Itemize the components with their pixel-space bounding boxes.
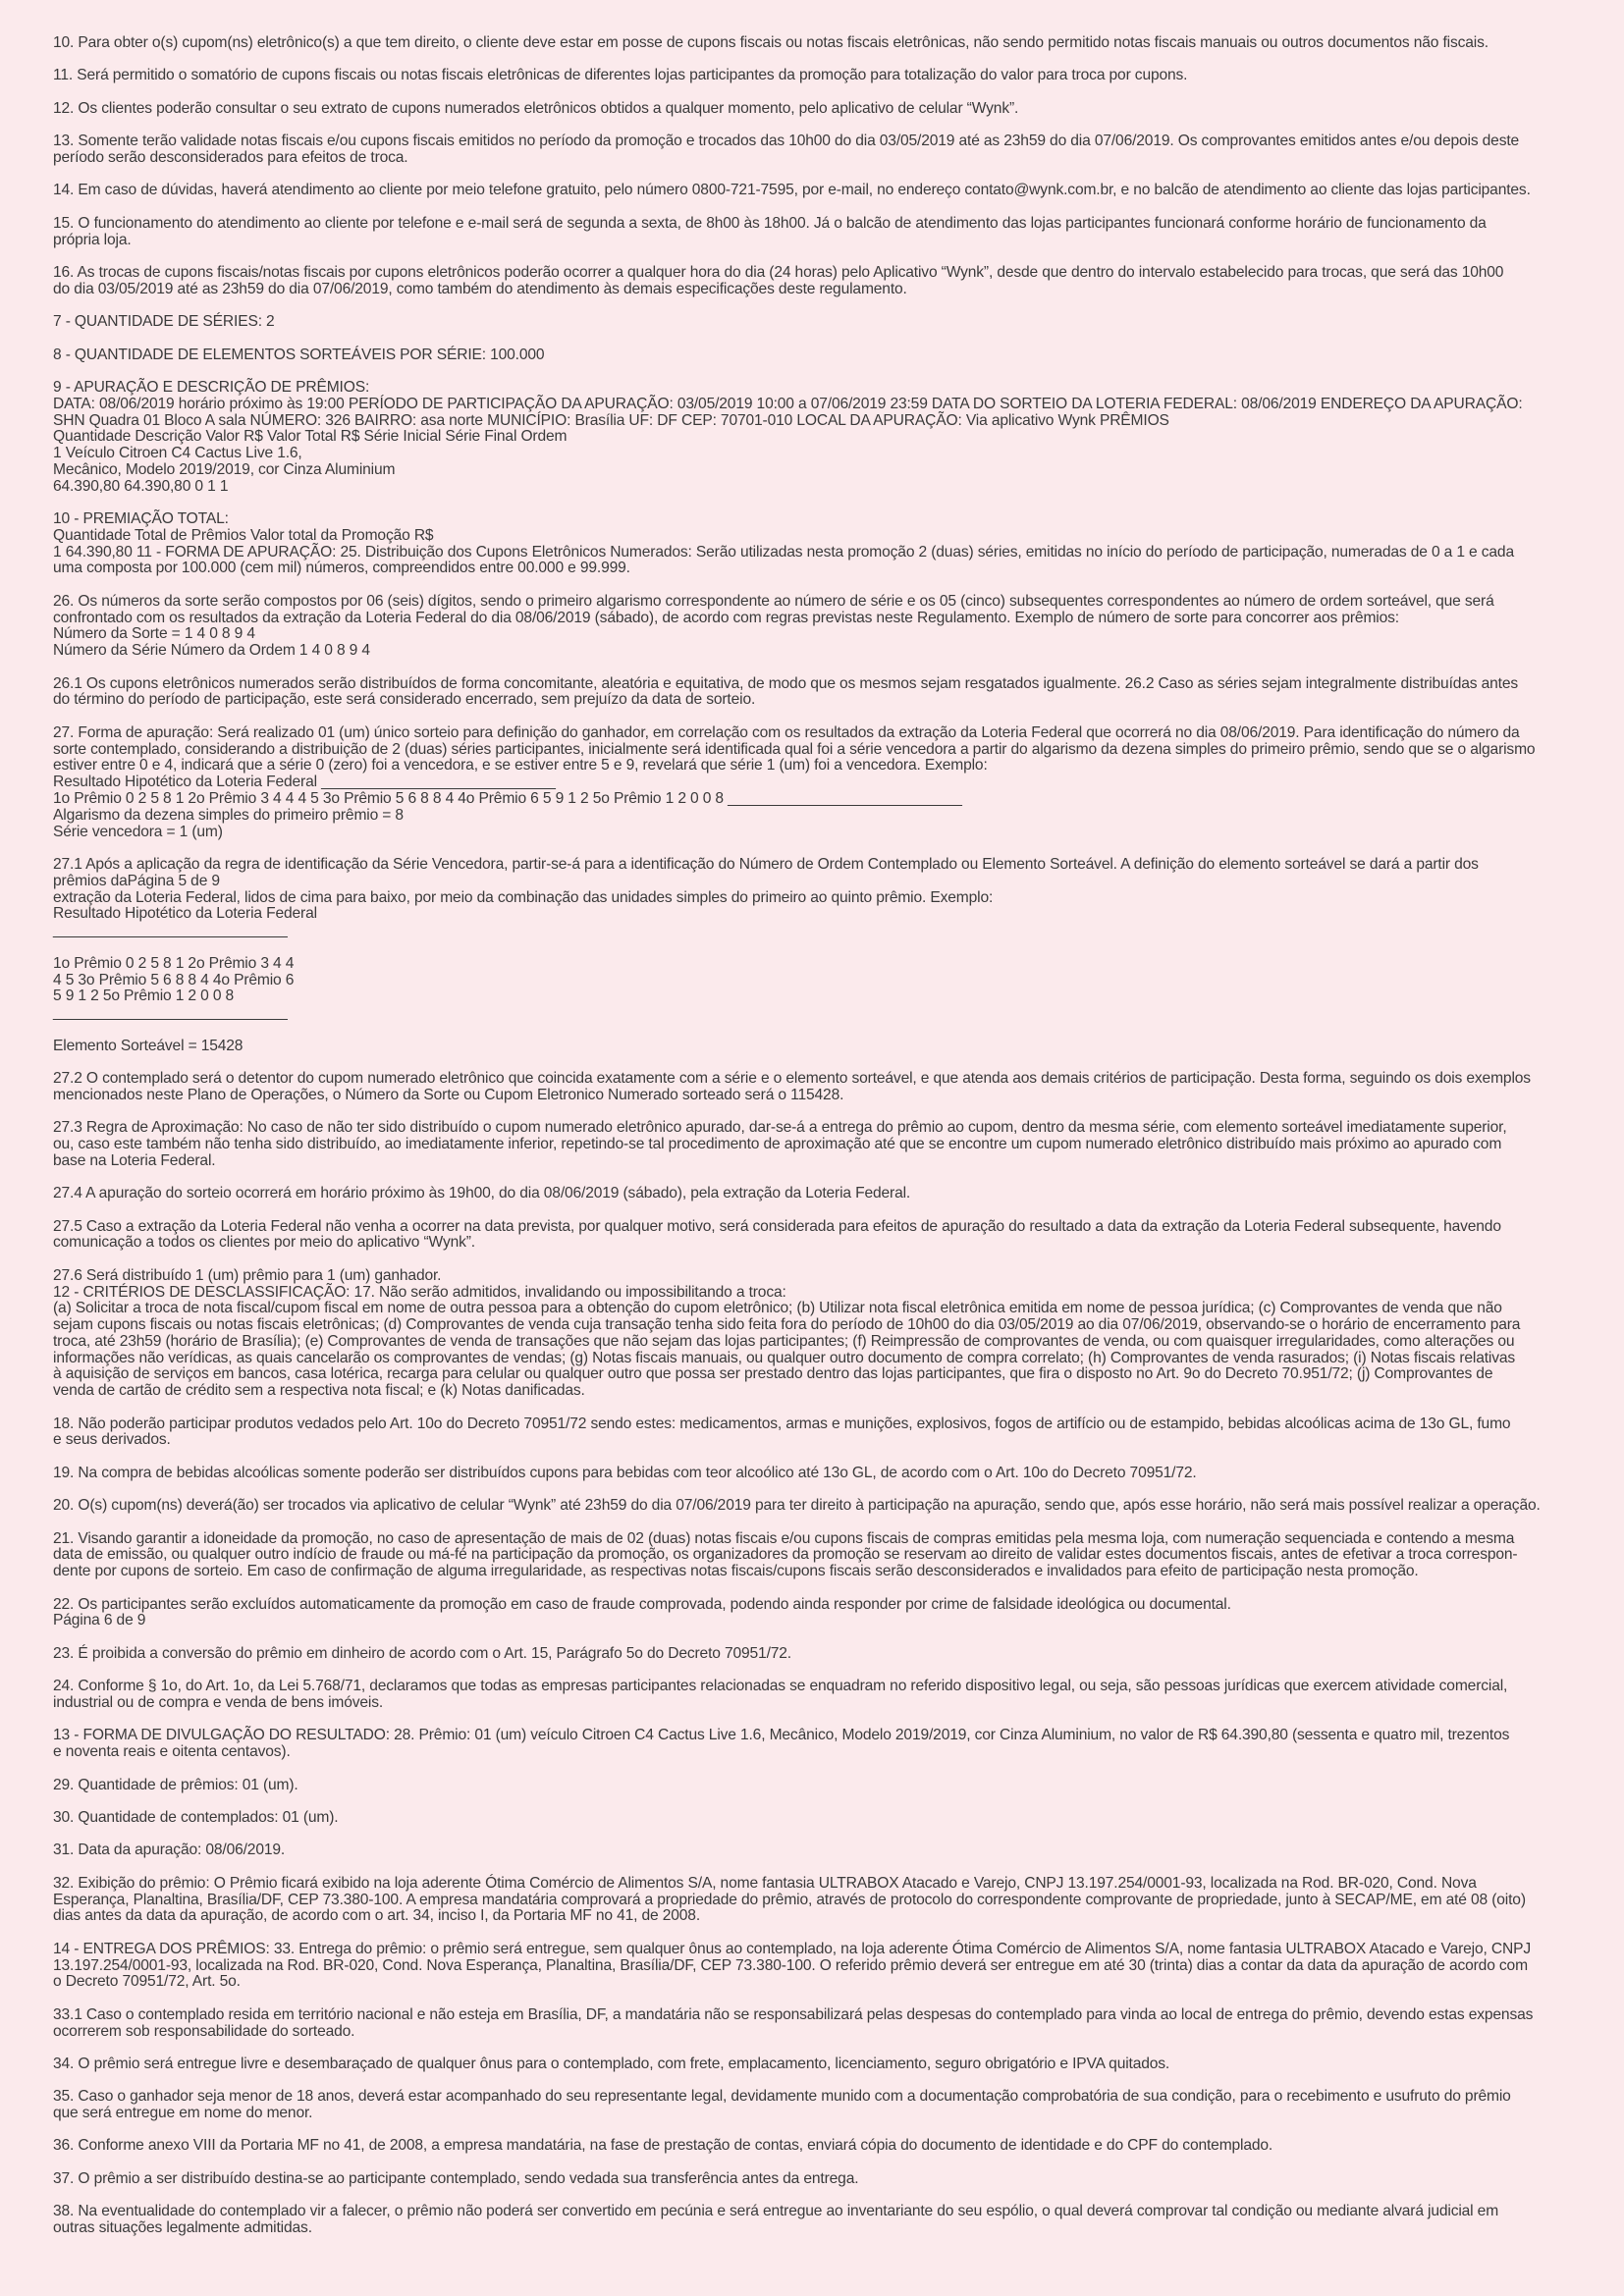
paragraph xyxy=(53,1268,1595,1400)
text-line: o Decreto 70951/72, Art. 5o. xyxy=(53,1973,241,1991)
text-line: informações não verídicas, as quais cancelarão os comprovantes de vendas; (g) Notas fiscais manuais, ou qualquer outro documento de compra correlato; (h) Comprovantes de venda rasurados; (i) Notas fiscais relativas xyxy=(53,1349,1516,1366)
paragraph xyxy=(53,1120,1595,1169)
text-line: Resultado Hipotético da Loteria Federal ____________________________ xyxy=(53,774,556,791)
text-line: ocorrerem sob responsabilidade do sorteado. xyxy=(53,2022,355,2040)
text-line: SHN Quadra 01 Bloco A sala NÚMERO: 326 BAIRRO: asa norte MUNICÍPIO: Brasília UF: DF CEP: 70701-010 LOCAL DA APURAÇÃO: Via aplicativo Wynk PRÊMIOS xyxy=(53,411,1169,429)
paragraph xyxy=(53,2056,1595,2073)
text-line: (a) Solicitar a troca de nota fiscal/cupom fiscal em nome de outra pessoa para a obtenção do cupom eletrônico; (b) Utilizar nota fiscal eletrônica emitida em nome de pessoa jurídica; (c) Comprovantes de venda que não xyxy=(53,1300,1502,1317)
text-line xyxy=(53,939,1595,956)
paragraph xyxy=(53,216,1595,249)
text-line: base na Loteria Federal. xyxy=(53,1151,216,1169)
text-line: Página 6 de 9 xyxy=(53,1612,146,1629)
text-line: 36. Conforme anexo VIII da Portaria MF no 41, de 2008, a empresa mandatária, na fase de prestação de contas, enviará cópia do documento de identidade e do CPF do contemplado. xyxy=(53,2137,1273,2155)
text-line: 30. Quantidade de contemplados: 01 (um). xyxy=(53,1808,339,1826)
paragraph xyxy=(53,2138,1595,2155)
text-line: período serão desconsiderados para efeitos de troca. xyxy=(53,148,408,166)
text-line: e seus derivados. xyxy=(53,1431,171,1449)
paragraph xyxy=(53,511,1595,577)
text-line: comunicação a todos os clientes por meio do aplicativo “Wynk”. xyxy=(53,1234,475,1252)
paragraph xyxy=(53,676,1595,710)
text-line: 27. Forma de apuração: Será realizado 01 (um) único sorteio para definição do ganhador, em correlação com os resultados da extração da Loteria Federal que ocorrerá no dia 08/06/2019. Para identificação do número da xyxy=(53,723,1520,741)
text-line: ou, caso este também não tenha sido distribuído, ao imediatamente inferior, repetindo-se tal procedimento de aproximação até que se encontre um cupom numerado eletrônico distribuído mais próximo ao apurado com xyxy=(53,1135,1502,1152)
text-line: 33.1 Caso o contemplado resida em território nacional e não esteja em Brasília, DF, a mandatária não se responsabilizará pelas despesas do contemplado para vinda ao local de entrega do prêmio, devendo estas expensas xyxy=(53,2005,1534,2023)
text-line: 18. Não poderão participar produtos vedados pelo Art. 10o do Decreto 70951/72 sendo estes: medicamentos, armas e munições, explosivos, fogos de artifício ou de estampido, bebidas alcoólicas acima de 13o GL, fumo xyxy=(53,1415,1511,1432)
text-line: 1 64.390,80 11 - FORMA DE APURAÇÃO: 25. Distribuição dos Cupons Eletrônicos Numerados: Serão utilizadas nesta promoção 2 (duas) séries, emitidas no início do período de participação, numeradas de 0 a 1 e cada xyxy=(53,543,1514,561)
text-line: Resultado Hipotético da Loteria Federal xyxy=(53,905,317,923)
text-line: dente por cupons de sorteio. Em caso de confirmação de alguma irregularidade, as respectivas notas fiscais/cupons fiscais serão desconsiderados e invalidados para efeito de participação nesta promoção. xyxy=(53,1563,1419,1580)
text-line: do dia 03/05/2019 até as 23h59 do dia 07/06/2019, como também do atendimento às demais especificações deste regulamento. xyxy=(53,280,907,297)
text-line: 13 - FORMA DE DIVULGAÇÃO DO RESULTADO: 28. Prêmio: 01 (um) veículo Citroen C4 Cactus Live 1.6, Mecânico, Modelo 2019/2019, cor Cinza Aluminium, no valor de R$ 64.390,80 (sessenta e quatro mil, trezentos xyxy=(53,1727,1510,1744)
text-line: 9 - APURAÇÃO E DESCRIÇÃO DE PRÊMIOS: xyxy=(53,378,370,396)
paragraph xyxy=(53,1679,1595,1712)
text-line: 27.3 Regra de Aproximação: No caso de não ter sido distribuído o cupom numerado eletrônico apurado, dar-se-á a entrega do prêmio ao cupom, dentro da mesma série, com elemento sorteável imediatamente superior, xyxy=(53,1119,1507,1137)
text-line: 10 - PREMIAÇÃO TOTAL: xyxy=(53,510,229,528)
text-line: 8 - QUANTIDADE DE ELEMENTOS SORTEÁVEIS POR SÉRIE: 100.000 xyxy=(53,346,545,363)
text-line: 22. Os participantes serão excluídos automaticamente da promoção em caso de fraude comprovada, podendo ainda responder por crime de falsidade ideológica ou documental. xyxy=(53,1595,1231,1613)
text-line: outras situações legalmente admitidas. xyxy=(53,2219,312,2237)
paragraph xyxy=(53,1219,1595,1253)
text-line: 35. Caso o ganhador seja menor de 18 anos, deverá estar acompanhado do seu representante legal, devidamente munido com a documentação comprobatória de sua condição, para o recebimento e usufruto do prêmio xyxy=(53,2088,1511,2106)
paragraph xyxy=(53,1466,1595,1482)
text-line: à aquisição de serviços em bancos, casa lotérica, recarga para celular ou qualquer outro que possa ser prestado dentro das lojas participantes, que fira o disposto no Art. 9o do Decreto 70.951/72; (j) Comprovantes de xyxy=(53,1365,1493,1383)
paragraph xyxy=(53,35,1595,52)
text-line: 21. Visando garantir a idoneidade da promoção, no caso de apresentação de mais de 02 (duas) notas fiscais e/ou cupons fiscais de compras emitidas pela mesma loja, com numeração sequenciada e contendo a mesma xyxy=(53,1529,1515,1547)
text-line: 15. O funcionamento do atendimento ao cliente por telefone e e-mail será de segunda a sexta, de 8h00 às 18h00. Já o balcão de atendimento das lojas participantes funcionará conforme horário de funcionamento da xyxy=(53,214,1487,232)
paragraph xyxy=(53,380,1595,496)
paragraph xyxy=(53,2204,1595,2237)
paragraph xyxy=(53,1039,1595,1055)
text-line: uma composta por 100.000 (cem mil) números, compreendidos entre 00.000 e 99.999. xyxy=(53,560,630,577)
paragraph xyxy=(53,347,1595,364)
paragraph xyxy=(53,1597,1595,1630)
paragraph xyxy=(53,1810,1595,1827)
text-line: 27.1 Após a aplicação da regra de identificação da Série Vencedora, partir-se-á para a identificação do Número de Ordem Contemplado ou Elemento Sorteável. A definição do elemento sorteável se dará a partir dos xyxy=(53,856,1479,873)
text-line: 14 - ENTREGA DOS PRÊMIOS: 33. Entrega do prêmio: o prêmio será entregue, sem qualquer ônus ao contemplado, na loja aderente Ótima Comércio de Alimentos S/A, nome fantasia ULTRABOX Atacado e Varejo, CNPJ xyxy=(53,1940,1531,1957)
text-line: confrontado com os resultados da extração da Loteria Federal do dia 08/06/2019 (sábado), de acordo com regras previstas neste Regulamento. Exemplo de número de sorte para concorrer aos prêmios: xyxy=(53,609,1399,626)
text-line: ____________________________ xyxy=(53,1004,288,1022)
text-line: 26.1 Os cupons eletrônicos numerados serão distribuídos de forma concomitante, aleatória e equitativa, de modo que os mesmos sejam resgatados igualmente. 26.2 Caso as séries sejam integralmente distribuídas antes xyxy=(53,674,1519,692)
paragraph xyxy=(53,68,1595,84)
text-line: dias antes da data da apuração, de acordo com o art. 34, inciso I, da Portaria MF no 41, de 2008. xyxy=(53,1907,700,1925)
text-line: 12. Os clientes poderão consultar o seu extrato de cupons numerados eletrônicos obtidos a qualquer momento, pelo aplicativo de celular “Wynk”. xyxy=(53,99,1019,117)
text-line: 11. Será permitido o somatório de cupons fiscais ou notas fiscais eletrônicas de diferentes lojas participantes da promoção para totalização do valor para troca por cupons. xyxy=(53,67,1188,84)
paragraph xyxy=(53,101,1595,118)
text-line: Esperança, Planaltina, Brasília/DF, CEP 73.380-100. A empresa mandatária comprovará a propriedade do prêmio, através de protocolo do correspondente comprovante de propriedade, junto à SECAP/ME, em até 08 (oito) xyxy=(53,1891,1526,1908)
text-line: industrial ou de compra e venda de bens imóveis. xyxy=(53,1694,384,1711)
paragraph xyxy=(53,594,1595,660)
paragraph xyxy=(53,1942,1595,1991)
text-line: 4 5 3o Prêmio 5 6 8 8 4 4o Prêmio 6 xyxy=(53,971,295,988)
paragraph xyxy=(53,314,1595,331)
text-line: Número da Série Número da Ordem 1 4 0 8 9 4 xyxy=(53,642,370,660)
paragraph xyxy=(53,1071,1595,1104)
paragraph xyxy=(53,1842,1595,1859)
paragraph xyxy=(53,2089,1595,2122)
paragraph xyxy=(53,1646,1595,1663)
text-line: 13.197.254/0001-93, localizada na Rod. BR-020, Cond. Nova Esperança, Planaltina, Brasília/DF, CEP 73.380-100. O referido prêmio deverá ser entregue em até 30 (trinta) dias a contar da data da apuração de acordo com xyxy=(53,1956,1528,1974)
text-line: 27.6 Será distribuído 1 (um) prêmio para 1 (um) ganhador. xyxy=(53,1266,442,1284)
text-line: Quantidade Descrição Valor R$ Valor Total R$ Série Inicial Série Final Ordem xyxy=(53,428,568,446)
text-line: 1o Prêmio 0 2 5 8 1 2o Prêmio 3 4 4 4 5 3o Prêmio 5 6 8 8 4 4o Prêmio 6 5 9 1 2 5o Prêmio 1 2 0 0 8 ____________________________ xyxy=(53,790,962,808)
text-line: 38. Na eventualidade do contemplado vir a falecer, o prêmio não poderá ser convertido em pecúnia e será entregue ao inventariante do seu espólio, o qual deverá comprovar tal condição ou mediante alvará judicial em xyxy=(53,2203,1499,2220)
paragraph xyxy=(53,183,1595,199)
text-line: Quantidade Total de Prêmios Valor total da Promoção R$ xyxy=(53,526,434,544)
text-line: ____________________________ xyxy=(53,922,288,939)
text-line: 31. Data da apuração: 08/06/2019. xyxy=(53,1842,286,1859)
text-line: Algarismo da dezena simples do primeiro prêmio = 8 xyxy=(53,806,404,824)
text-line: extração da Loteria Federal, lidos de cima para baixo, por meio da combinação das unidades simples do primeiro ao quinto prêmio. Exemplo: xyxy=(53,888,994,906)
paragraph xyxy=(53,1416,1595,1450)
text-line: 12 - CRITÉRIOS DE DESCLASSIFICAÇÃO: 17. Não serão admitidos, invalidando ou impossibilitando a troca: xyxy=(53,1283,786,1301)
paragraph xyxy=(53,133,1595,167)
text-line: Série vencedora = 1 (um) xyxy=(53,823,223,840)
text-line: 23. É proibida a conversão do prêmio em dinheiro de acordo com o Art. 15, Parágrafo 5o do Decreto 70951/72. xyxy=(53,1644,791,1662)
text-line: 26. Os números da sorte serão compostos por 06 (seis) dígitos, sendo o primeiro algarismo correspondente ao número de série e os 05 (cinco) subsequentes correspondentes ao número de ordem sorteável, que será xyxy=(53,592,1494,610)
text-line: 13. Somente terão validade notas fiscais e/ou cupons fiscais emitidos no período da promoção e trocados das 10h00 do dia 03/05/2019 até as 23h59 do dia 07/06/2019. Os comprovantes emitidos antes e/ou depois deste xyxy=(53,133,1520,150)
text-line: 37. O prêmio a ser distribuído destina-se ao participante contemplado, sendo vedada sua transferência antes da entrega. xyxy=(53,2169,859,2187)
text-line: sorte contemplado, considerando a distribuição de 2 (duas) séries participantes, inicialmente será identificada qual foi a série vencedora a partir do algarismo da dezena simples do primeiro prêmio, sendo que se o algarismo xyxy=(53,740,1536,758)
text-line: 24. Conforme § 1o, do Art. 1o, da Lei 5.768/71, declaramos que todas as empresas participantes relacionadas se enquadram no referido dispositivo legal, ou seja, são pessoas jurídicas que exercem atividade comercial, xyxy=(53,1678,1508,1695)
document-body xyxy=(53,35,1595,2237)
text-line: 27.5 Caso a extração da Loteria Federal não venha a ocorrer na data prevista, por qualquer motivo, será considerada para efeitos de apuração do resultado a data da extração da Loteria Federal subsequente, havendo xyxy=(53,1217,1501,1235)
paragraph xyxy=(53,2007,1595,2041)
text-line: do término do período de participação, este será considerado encerrado, sem prejuízo da data de sorteio. xyxy=(53,691,756,709)
paragraph xyxy=(53,1186,1595,1202)
text-line: 14. Em caso de dúvidas, haverá atendimento ao cliente por meio telefone gratuito, pelo número 0800-721-7595, por e-mail, no endereço contato@wynk.com.br, e no balcão de atendimento ao cliente das lojas participantes. xyxy=(53,182,1531,199)
text-line: 1 Veículo Citroen C4 Cactus Live 1.6, xyxy=(53,445,302,462)
text-line: Número da Sorte = 1 4 0 8 9 4 xyxy=(53,625,255,643)
text-line: e noventa reais e oitenta centavos). xyxy=(53,1743,291,1761)
text-line: 1o Prêmio 0 2 5 8 1 2o Prêmio 3 4 4 xyxy=(53,954,295,972)
paragraph xyxy=(53,2171,1595,2188)
text-line: 32. Exibição do prêmio: O Prêmio ficará exibido na loja aderente Ótima Comércio de Alimentos S/A, nome fantasia ULTRABOX Atacado e Varejo, CNPJ 13.197.254/0001-93, localizada na Rod. BR-020, Cond. Nova xyxy=(53,1874,1477,1892)
text-line: própria loja. xyxy=(53,231,132,248)
text-line: 64.390,80 64.390,80 0 1 1 xyxy=(53,477,229,495)
text-line: 19. Na compra de bebidas alcoólicas somente poderão ser distribuídos cupons para bebidas com teor alcoólico até 13o GL, de acordo com o Art. 10o do Decreto 70951/72. xyxy=(53,1464,1197,1481)
text-line: 10. Para obter o(s) cupom(ns) eletrônico(s) a que tem direito, o cliente deve estar em posse de cupons fiscais ou notas fiscais eletrônicas, não sendo permitido notas fiscais manuais ou outros documentos não fiscais. xyxy=(53,34,1489,51)
text-line: 27.4 A apuração do sorteio ocorrerá em horário próximo às 19h00, do dia 08/06/2019 (sábado), pela extração da Loteria Federal. xyxy=(53,1185,911,1202)
paragraph xyxy=(53,1876,1595,1925)
text-line: 7 - QUANTIDADE DE SÉRIES: 2 xyxy=(53,313,275,331)
text-line: 5 9 1 2 5o Prêmio 1 2 0 0 8 xyxy=(53,988,235,1005)
paragraph xyxy=(53,1728,1595,1761)
text-line: 27.2 O contemplado será o detentor do cupom numerado eletrônico que coincida exatamente com a série e o elemento sorteável, e que atenda aos demais critérios de participação. Desta forma, seguindo os dois exemplos xyxy=(53,1069,1531,1087)
paragraph xyxy=(53,725,1595,841)
text-line: 29. Quantidade de prêmios: 01 (um). xyxy=(53,1776,298,1793)
text-line: troca, até 23h59 (horário de Brasília); (e) Comprovantes de venda de transações que não sejam das lojas participantes; (f) Reimpressão de comprovantes de venda, ou com quaisquer irregularidades, como alterações ou xyxy=(53,1332,1515,1350)
text-line: prêmios daPágina 5 de 9 xyxy=(53,872,220,889)
paragraph xyxy=(53,1498,1595,1515)
text-line: 16. As trocas de cupons fiscais/notas fiscais por cupons eletrônicos poderão ocorrer a qualquer hora do dia (24 horas) pelo Aplicativo “Wynk”, desde que dentro do intervalo estabelecido para trocas, que será das 10h00 xyxy=(53,263,1504,281)
text-line: 34. O prêmio será entregue livre e desembaraçado de qualquer ônus para o contemplado, com frete, emplacamento, licenciamento, seguro obrigatório e IPVA quitados. xyxy=(53,2055,1170,2072)
text-line: que será entregue em nome do menor. xyxy=(53,2105,313,2122)
text-line: mencionados neste Plano de Operações, o Número da Sorte ou Cupom Eletronico Numerado sorteado será o 115428. xyxy=(53,1086,844,1103)
text-line: data de emissão, ou qualquer outro indício de fraude ou má-fé na participação da promoção, os organizadores da promoção se reservam ao direito de validar estes documentos fiscais, antes de efetivar a troca correspon- xyxy=(53,1546,1518,1564)
text-line: Elemento Sorteável = 15428 xyxy=(53,1037,244,1054)
paragraph xyxy=(53,1531,1595,1580)
text-line: estiver entre 0 e 4, indicará que a série 0 (zero) foi a vencedora, e se estiver entre 5 e 9, revelará que série 1 (um) foi a vencedora. Exemplo: xyxy=(53,757,988,774)
text-line: DATA: 08/06/2019 horário próximo às 19:00 PERÍODO DE PARTICIPAÇÃO DA APURAÇÃO: 03/05/2019 10:00 a 07/06/2019 23:59 DATA DO SORTEIO DA LOTERIA FEDERAL: 08/06/2019 ENDEREÇO DA APURAÇÃO: xyxy=(53,395,1523,412)
text-line: venda de cartão de crédito sem a respectiva nota fiscal; e (k) Notas danificadas. xyxy=(53,1382,585,1400)
paragraph xyxy=(53,857,1595,1022)
paragraph xyxy=(53,265,1595,298)
text-line: sejam cupons fiscais ou notas fiscais eletrônicas; (d) Comprovantes de venda cuja transação tenha sido feita fora do período de 10h00 do dia 03/05/2019 ao dia 07/06/2019, observando-se o horário de encerramento para xyxy=(53,1316,1521,1334)
paragraph xyxy=(53,1778,1595,1794)
text-line: Mecânico, Modelo 2019/2019, cor Cinza Aluminium xyxy=(53,460,396,478)
text-line: 20. O(s) cupom(ns) deverá(ão) ser trocados via aplicativo de celular “Wynk” até 23h59 do dia 07/06/2019 para ter direito à participação na apuração, sendo que, após esse horário, não será mais possível realizar a operação. xyxy=(53,1497,1541,1515)
